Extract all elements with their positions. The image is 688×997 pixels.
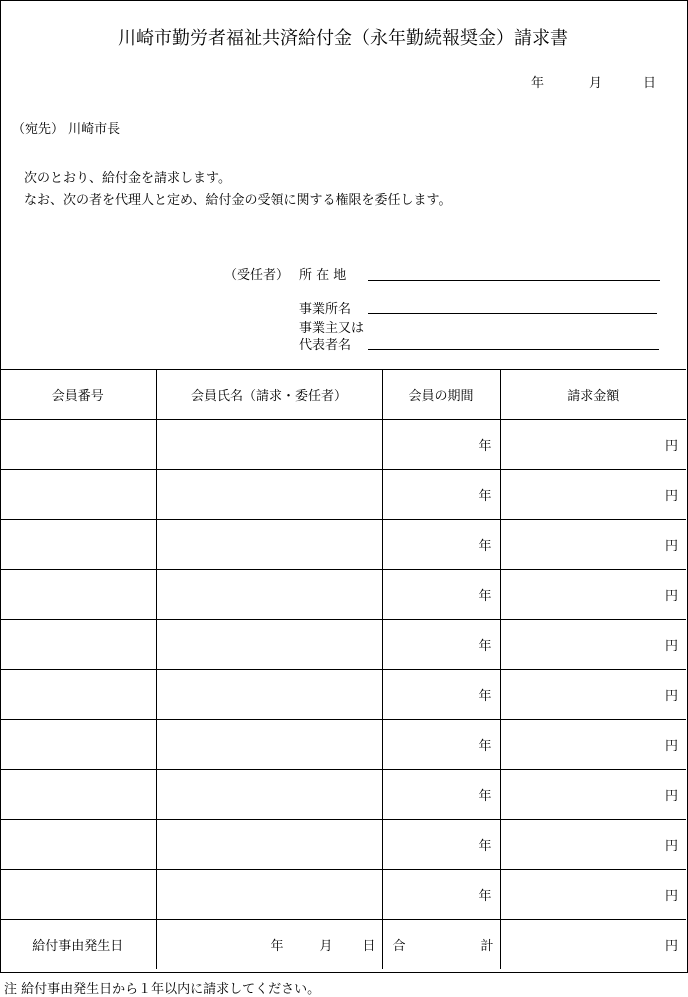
member-name-cell[interactable] [156, 520, 382, 570]
table-row [0, 520, 686, 570]
claim-table [0, 369, 686, 969]
office-label: 事業所名 [299, 302, 352, 317]
occurrence-date-label: 給付事由発生日 [0, 920, 156, 970]
amount-cell[interactable]: 円 [500, 870, 686, 920]
table-row [0, 420, 686, 470]
period-cell[interactable]: 年 [382, 720, 500, 770]
address-label: 所 在 地 [299, 268, 347, 283]
form-title: 川崎市勤労者福祉共済給付金（永年勤続報奨金）請求書 [118, 28, 568, 49]
member-name-cell[interactable] [156, 620, 382, 670]
amount-cell[interactable]: 円 [500, 820, 686, 870]
amount-cell[interactable]: 円 [500, 470, 686, 520]
period-cell[interactable]: 年 [382, 420, 500, 470]
header-member-number: 会員番号 [0, 370, 156, 420]
member-number-cell[interactable] [0, 770, 156, 820]
amount-cell[interactable]: 円 [500, 570, 686, 620]
member-name-cell[interactable] [156, 820, 382, 870]
total-label-right: 計 [480, 939, 494, 954]
amount-cell[interactable]: 円 [500, 420, 686, 470]
table-footer-row [0, 920, 686, 970]
total-amount-cell[interactable]: 円 [500, 920, 686, 970]
table-header-row [0, 370, 686, 420]
amount-cell[interactable]: 円 [500, 520, 686, 570]
amount-cell[interactable]: 円 [500, 620, 686, 670]
table-row [0, 570, 686, 620]
member-number-cell[interactable] [0, 420, 156, 470]
table-row [0, 870, 686, 920]
representative-field[interactable] [368, 349, 659, 350]
representative-label-2: 代表者名 [299, 338, 352, 353]
table-row [0, 470, 686, 520]
member-name-cell[interactable] [156, 870, 382, 920]
table-row [0, 770, 686, 820]
member-number-cell[interactable] [0, 470, 156, 520]
date-day-label: 日 [643, 76, 657, 91]
occurrence-day-label: 日 [362, 939, 376, 954]
member-name-cell[interactable] [156, 670, 382, 720]
header-member-name: 会員氏名（請求・委任者） [156, 370, 382, 420]
occurrence-month-label: 月 [319, 939, 333, 954]
total-label-cell [382, 920, 500, 970]
period-cell[interactable]: 年 [382, 870, 500, 920]
member-number-cell[interactable] [0, 720, 156, 770]
period-cell[interactable]: 年 [382, 670, 500, 720]
occurrence-date-cell[interactable] [156, 920, 382, 970]
period-cell[interactable]: 年 [382, 620, 500, 670]
occurrence-year-label: 年 [270, 939, 284, 954]
office-field[interactable] [368, 313, 657, 314]
member-number-cell[interactable] [0, 520, 156, 570]
table-row [0, 620, 686, 670]
member-name-cell[interactable] [156, 470, 382, 520]
amount-cell[interactable]: 円 [500, 670, 686, 720]
header-claim-amount: 請求金額 [500, 370, 686, 420]
date-year-label: 年 [531, 76, 545, 91]
table-row [0, 720, 686, 770]
representative-label-1: 事業主又は [299, 321, 365, 336]
period-cell[interactable]: 年 [382, 520, 500, 570]
footnote: 注 給付事由発生日から１年以内に請求してください。 [4, 982, 321, 997]
body-line-1: 次のとおり、給付金を請求します。 [24, 171, 231, 186]
body-line-2: なお、次の者を代理人と定め、給付金の受領に関する権限を委任します。 [24, 193, 452, 208]
member-name-cell[interactable] [156, 770, 382, 820]
member-number-cell[interactable] [0, 820, 156, 870]
amount-cell[interactable]: 円 [500, 720, 686, 770]
member-name-cell[interactable] [156, 420, 382, 470]
table-row [0, 820, 686, 870]
member-number-cell[interactable] [0, 870, 156, 920]
address-field[interactable] [368, 280, 660, 281]
period-cell[interactable]: 年 [382, 820, 500, 870]
member-name-cell[interactable] [156, 720, 382, 770]
member-number-cell[interactable] [0, 620, 156, 670]
table-row [0, 670, 686, 720]
delegate-label: （受任者） [224, 268, 290, 283]
date-month-label: 月 [589, 76, 603, 91]
period-cell[interactable]: 年 [382, 570, 500, 620]
header-member-period: 会員の期間 [382, 370, 500, 420]
member-name-cell[interactable] [156, 570, 382, 620]
period-cell[interactable]: 年 [382, 770, 500, 820]
amount-cell[interactable]: 円 [500, 770, 686, 820]
member-number-cell[interactable] [0, 570, 156, 620]
addressee: （宛先） 川崎市長 [12, 122, 121, 137]
period-cell[interactable]: 年 [382, 470, 500, 520]
total-label-left: 合 [392, 939, 406, 954]
member-number-cell[interactable] [0, 670, 156, 720]
